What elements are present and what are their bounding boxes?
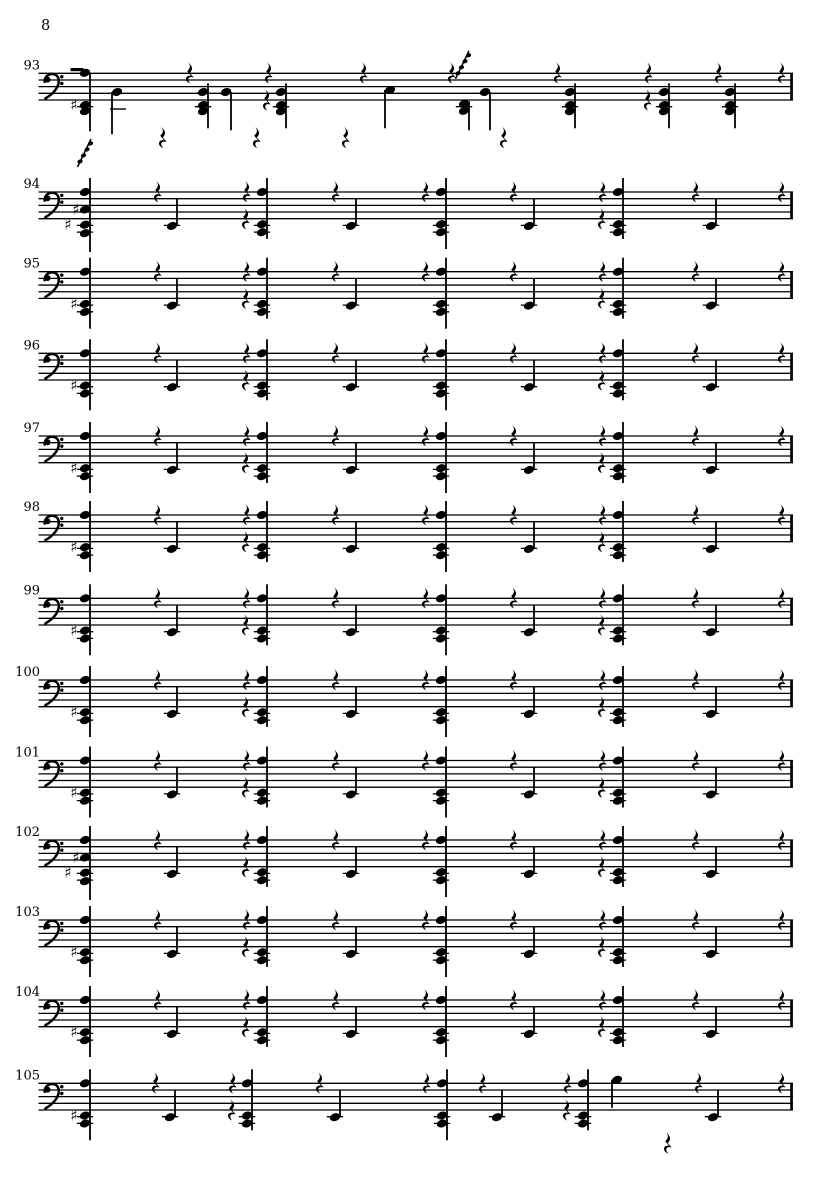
chord	[456, 98, 472, 130]
measure-number: 105	[15, 1068, 40, 1084]
quarter-note	[703, 687, 719, 720]
measure-number: 100	[15, 665, 40, 680]
bass-clef-dot	[60, 682, 63, 685]
chord	[254, 501, 270, 562]
chord	[254, 258, 270, 319]
quarter-note	[164, 847, 180, 880]
barline	[790, 598, 793, 625]
arpeggio-grace-figure	[77, 139, 94, 167]
chord	[610, 906, 626, 967]
measure-number: 94	[23, 177, 40, 192]
chord	[64, 826, 93, 900]
system-93	[23, 51, 793, 167]
quarter-note	[521, 278, 537, 311]
bass-clef-dot	[60, 273, 63, 276]
chord	[722, 83, 738, 128]
quarter-note	[703, 847, 719, 880]
quarter-note	[164, 605, 180, 638]
quarter-note	[703, 767, 719, 800]
quarter-note	[164, 927, 180, 960]
bass-clef-dot	[60, 194, 63, 197]
chord	[433, 826, 449, 897]
arpeggio-grace-figure	[455, 51, 472, 79]
quarter-note	[162, 1090, 178, 1123]
quarter-note	[703, 927, 719, 960]
bass-clef-dot	[60, 362, 63, 365]
chord	[575, 1069, 591, 1130]
quarter-note	[479, 87, 492, 131]
chord	[433, 339, 449, 410]
quarter-note	[703, 199, 719, 232]
sharp-accidental: ♯	[64, 863, 72, 882]
quarter-note	[343, 278, 359, 311]
quarter-note	[164, 443, 180, 476]
measure-number: 104	[15, 985, 40, 1000]
measure-number: 101	[15, 745, 40, 761]
system-99	[23, 583, 793, 655]
measure-number: 98	[23, 500, 40, 515]
measure-number: 99	[23, 583, 40, 599]
quarter-note	[521, 522, 537, 555]
quarter-note	[164, 687, 180, 720]
quarter-note	[327, 1090, 343, 1123]
sharp-accidental: ♯	[70, 783, 78, 802]
measure-number: 102	[15, 825, 40, 840]
staff-lines	[39, 192, 794, 219]
measure-number: 93	[23, 58, 40, 74]
chord	[70, 666, 93, 737]
quarter-note	[703, 278, 719, 311]
sharp-accidental: ♯	[72, 848, 80, 867]
chord	[254, 986, 270, 1047]
chord	[273, 83, 289, 128]
chord	[610, 826, 626, 887]
quarter-note	[521, 605, 537, 638]
quarter-note	[343, 927, 359, 960]
measure-number: 97	[23, 421, 40, 436]
measure-number: 103	[15, 905, 40, 920]
sharp-accidental: ♯	[70, 1106, 78, 1125]
quarter-note	[164, 767, 180, 800]
staff-lines	[39, 761, 794, 788]
bass-clef-dot	[60, 82, 63, 85]
bass-clef-dot	[60, 929, 63, 932]
system-97	[23, 421, 793, 493]
system-104	[15, 985, 793, 1057]
quarter-note	[164, 360, 180, 393]
chord	[70, 422, 93, 493]
page-number: 8	[41, 18, 51, 34]
quarter-note	[343, 1007, 359, 1040]
barline	[790, 1000, 793, 1027]
chord	[254, 584, 270, 645]
chord	[433, 906, 449, 977]
system-95	[23, 257, 793, 329]
measure-number: 96	[23, 338, 40, 354]
chord	[610, 178, 626, 239]
chord	[433, 584, 449, 655]
chord	[433, 258, 449, 329]
quarter-note	[164, 278, 180, 311]
barline	[790, 680, 793, 707]
grace-notehead	[77, 159, 83, 165]
quarter-rest	[342, 127, 350, 148]
bass-clef-dot	[60, 75, 63, 78]
bass-clef-dot	[60, 600, 63, 603]
chord	[254, 826, 270, 887]
quarter-note	[521, 847, 537, 880]
quarter-note	[164, 522, 180, 555]
bass-clef-dot	[60, 445, 63, 448]
quarter-note	[489, 1090, 505, 1123]
quarter-note	[220, 87, 233, 131]
barline	[790, 1083, 793, 1110]
measure-number: 95	[23, 256, 40, 272]
bass-clef-dot	[60, 438, 63, 441]
quarter-note	[521, 927, 537, 960]
quarter-note	[521, 360, 537, 393]
chord	[70, 1069, 93, 1140]
quarter-note	[343, 605, 359, 638]
sharp-accidental: ♯	[70, 96, 78, 114]
bass-clef-dot	[60, 1002, 63, 1005]
quarter-note	[703, 1007, 719, 1040]
chord	[610, 258, 626, 319]
barline	[790, 272, 793, 299]
chord	[239, 1069, 255, 1130]
barline	[790, 353, 793, 380]
staff-lines	[39, 73, 794, 100]
chord	[254, 906, 270, 967]
chord	[254, 747, 270, 808]
barline	[790, 73, 793, 100]
quarter-note	[343, 199, 359, 232]
staff-lines	[39, 272, 794, 299]
bass-clef-dot	[60, 762, 63, 765]
chord	[433, 986, 449, 1057]
chord	[70, 339, 93, 410]
barline	[790, 761, 793, 788]
bass-clef-dot	[60, 280, 63, 283]
chord	[70, 584, 93, 655]
bass-clef-dot	[60, 1009, 63, 1012]
grace-notehead	[80, 153, 86, 159]
barline	[790, 192, 793, 219]
chord	[434, 1069, 450, 1140]
bass-clef-dot	[60, 769, 63, 772]
barline	[790, 436, 793, 463]
chord	[610, 584, 626, 645]
quarter-note	[521, 767, 537, 800]
quarter-note	[703, 605, 719, 638]
sharp-accidental: ♯	[70, 621, 78, 640]
bass-clef-dot	[60, 689, 63, 692]
barline	[790, 515, 793, 542]
grace-notehead	[455, 70, 461, 76]
system-103	[15, 905, 793, 977]
chord	[64, 178, 93, 252]
chord	[254, 422, 270, 483]
quarter-note	[343, 687, 359, 720]
system-100	[15, 665, 793, 737]
quarter-note	[703, 522, 719, 555]
chord	[433, 422, 449, 493]
quarter-note	[521, 1007, 537, 1040]
sharp-accidental: ♯	[70, 943, 78, 962]
chord	[433, 747, 449, 818]
quarter-note	[521, 687, 537, 720]
chord	[70, 747, 93, 818]
staff-lines	[39, 598, 794, 625]
staff-lines	[39, 1000, 794, 1027]
staff-lines	[39, 680, 794, 707]
staff-lines	[39, 840, 794, 867]
chord	[610, 501, 626, 562]
chord	[610, 422, 626, 483]
chord	[433, 178, 449, 249]
bass-clef-dot	[60, 1092, 63, 1095]
system-102	[15, 825, 793, 900]
chord	[254, 339, 270, 400]
chord	[70, 501, 93, 572]
barline	[790, 920, 793, 947]
bass-clef-dot	[60, 842, 63, 845]
staff-lines	[39, 436, 794, 463]
chord	[254, 178, 270, 239]
sharp-accidental: ♯	[70, 703, 78, 722]
quarter-rest	[159, 127, 167, 148]
staff-lines	[39, 515, 794, 542]
quarter-note	[703, 360, 719, 393]
system-96	[23, 338, 793, 410]
sharp-accidental: ♯	[70, 376, 78, 395]
chord	[610, 666, 626, 727]
chord	[70, 906, 93, 977]
chord	[70, 258, 93, 329]
chord	[656, 83, 672, 128]
bass-clef-dot	[60, 922, 63, 925]
sharp-accidental: ♯	[72, 200, 80, 219]
bass-clef-dot	[60, 1085, 63, 1088]
quarter-note	[343, 767, 359, 800]
quarter-note	[343, 443, 359, 476]
quarter-rest	[253, 127, 261, 148]
sharp-accidental: ♯	[64, 215, 72, 234]
bass-clef-dot	[60, 201, 63, 204]
quarter-note	[521, 443, 537, 476]
quarter-note	[164, 199, 180, 232]
staff-lines	[39, 920, 794, 947]
system-98	[23, 500, 793, 572]
chord	[562, 83, 578, 128]
quarter-rest	[500, 127, 508, 148]
system-94	[23, 177, 793, 252]
sharp-accidental: ♯	[70, 1023, 78, 1042]
ledger-dash	[110, 108, 126, 109]
bass-clef-dot	[60, 849, 63, 852]
grace-notehead	[458, 64, 464, 70]
chord	[610, 986, 626, 1047]
sharp-accidental: ♯	[70, 294, 78, 313]
staff-lines	[39, 353, 794, 380]
quarter-note	[343, 847, 359, 880]
sharp-accidental: ♯	[70, 459, 78, 478]
quarter-note	[705, 1090, 721, 1123]
quarter-note	[164, 1007, 180, 1040]
barline	[790, 840, 793, 867]
sharp-accidental: ♯	[70, 538, 78, 557]
quarter-note	[703, 443, 719, 476]
bass-clef-dot	[60, 607, 63, 610]
system-101	[15, 746, 793, 818]
quarter-note	[343, 360, 359, 393]
chord	[433, 501, 449, 572]
chord	[610, 747, 626, 808]
bass-clef-dot	[60, 517, 63, 520]
bass-clef-dot	[60, 355, 63, 358]
chord	[195, 83, 211, 128]
staff-lines	[39, 1083, 794, 1110]
chord	[70, 986, 93, 1057]
quarter-rest	[664, 1132, 672, 1153]
chord	[433, 666, 449, 737]
chord	[610, 339, 626, 400]
bass-clef-dot	[60, 524, 63, 527]
chord	[254, 666, 270, 727]
quarter-note	[521, 199, 537, 232]
quarter-note	[384, 85, 397, 129]
quarter-note	[343, 522, 359, 555]
system-105	[15, 1068, 793, 1153]
